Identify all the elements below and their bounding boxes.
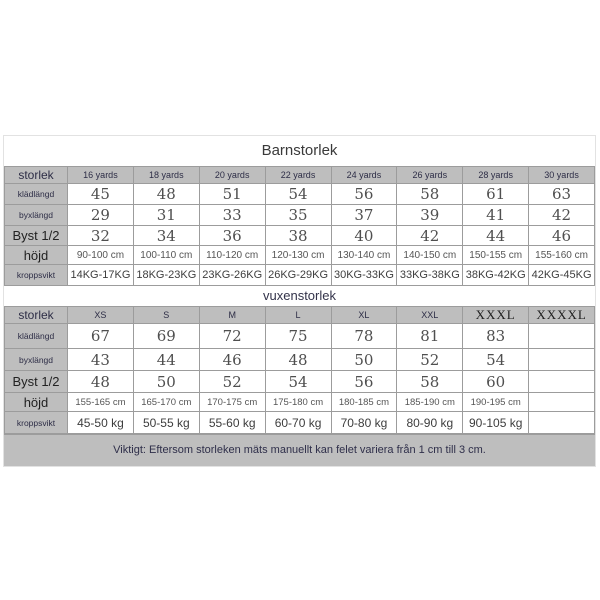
size-cell: 83 (463, 324, 529, 349)
size-cell: 55-60 kg (199, 412, 265, 434)
size-cell: 61 (463, 184, 529, 205)
size-cell: 30KG-33KG (331, 265, 397, 286)
size-chart (3, 135, 596, 467)
size-cell: 150-155 cm (463, 246, 529, 265)
size-column-header: L (265, 307, 331, 324)
corner-label: storlek (5, 167, 68, 184)
children-section-title: Barnstorlek (4, 136, 595, 166)
size-cell: 155-165 cm (68, 393, 134, 412)
size-cell: 54 (265, 371, 331, 393)
size-column-header: 26 yards (397, 167, 463, 184)
size-column-header: 18 yards (133, 167, 199, 184)
size-cell: 69 (133, 324, 199, 349)
size-cell: 120-130 cm (265, 246, 331, 265)
size-cell: 43 (68, 349, 134, 371)
size-cell: 31 (133, 205, 199, 226)
size-column-header: 30 yards (529, 167, 595, 184)
size-cell: 52 (199, 371, 265, 393)
size-cell: 32 (68, 226, 134, 246)
size-cell: 60-70 kg (265, 412, 331, 434)
size-cell: 72 (199, 324, 265, 349)
size-cell: 36 (199, 226, 265, 246)
size-cell: 54 (265, 184, 331, 205)
size-cell: 29 (68, 205, 134, 226)
size-cell: 58 (397, 184, 463, 205)
size-cell (529, 349, 595, 371)
size-cell: 46 (529, 226, 595, 246)
row-label: byxlängd (5, 349, 68, 371)
size-cell: 42 (529, 205, 595, 226)
size-cell: 51 (199, 184, 265, 205)
adult-size-table (4, 306, 595, 434)
size-cell: 140-150 cm (397, 246, 463, 265)
size-cell: 110-120 cm (199, 246, 265, 265)
size-cell: 50 (133, 371, 199, 393)
size-cell: 37 (331, 205, 397, 226)
row-label: höjd (5, 393, 68, 412)
footer-note: Viktigt: Eftersom storleken mäts manuellt kan felet variera från 1 cm till 3 cm. (4, 434, 595, 466)
size-cell (529, 412, 595, 434)
corner-label: storlek (5, 307, 68, 324)
size-cell: 60 (463, 371, 529, 393)
size-cell: 23KG-26KG (199, 265, 265, 286)
size-cell: 48 (68, 371, 134, 393)
row-label: byxlängd (5, 205, 68, 226)
size-cell: 75 (265, 324, 331, 349)
size-cell (529, 393, 595, 412)
size-cell: 42KG-45KG (529, 265, 595, 286)
size-cell: 48 (133, 184, 199, 205)
size-cell: 41 (463, 205, 529, 226)
size-cell: 130-140 cm (331, 246, 397, 265)
size-cell: 44 (463, 226, 529, 246)
size-cell: 56 (331, 184, 397, 205)
size-cell: 54 (463, 349, 529, 371)
row-label: Byst 1/2 (5, 226, 68, 246)
row-label: klädlängd (5, 324, 68, 349)
size-cell: 45 (68, 184, 134, 205)
size-cell: 90-105 kg (463, 412, 529, 434)
size-cell (529, 324, 595, 349)
size-column-header: XL (331, 307, 397, 324)
size-cell: 70-80 kg (331, 412, 397, 434)
size-cell: 81 (397, 324, 463, 349)
size-cell: 155-160 cm (529, 246, 595, 265)
size-column-header: 28 yards (463, 167, 529, 184)
size-cell (529, 371, 595, 393)
size-cell: 46 (199, 349, 265, 371)
size-cell: 38 (265, 226, 331, 246)
size-cell: 44 (133, 349, 199, 371)
size-cell: 180-185 cm (331, 393, 397, 412)
size-cell: 80-90 kg (397, 412, 463, 434)
size-cell: 56 (331, 371, 397, 393)
size-cell: 45-50 kg (68, 412, 134, 434)
row-label: höjd (5, 246, 68, 265)
children-size-table (4, 166, 595, 286)
size-column-header: M (199, 307, 265, 324)
size-cell: 90-100 cm (68, 246, 134, 265)
size-cell: 38KG-42KG (463, 265, 529, 286)
row-label: kroppsvikt (5, 412, 68, 434)
row-label: klädlängd (5, 184, 68, 205)
size-cell: 100-110 cm (133, 246, 199, 265)
size-column-header: XS (68, 307, 134, 324)
size-column-header: XXXXL (529, 307, 595, 324)
size-cell: 190-195 cm (463, 393, 529, 412)
size-cell: 34 (133, 226, 199, 246)
size-cell: 48 (265, 349, 331, 371)
size-column-header: 24 yards (331, 167, 397, 184)
size-cell: 35 (265, 205, 331, 226)
size-cell: 78 (331, 324, 397, 349)
size-cell: 50-55 kg (133, 412, 199, 434)
size-cell: 40 (331, 226, 397, 246)
size-column-header: XXXL (463, 307, 529, 324)
size-column-header: 20 yards (199, 167, 265, 184)
size-cell: 185-190 cm (397, 393, 463, 412)
size-cell: 33 (199, 205, 265, 226)
size-cell: 26KG-29KG (265, 265, 331, 286)
size-cell: 165-170 cm (133, 393, 199, 412)
size-cell: 175-180 cm (265, 393, 331, 412)
size-column-header: S (133, 307, 199, 324)
size-cell: 170-175 cm (199, 393, 265, 412)
size-cell: 58 (397, 371, 463, 393)
size-cell: 39 (397, 205, 463, 226)
size-cell: 52 (397, 349, 463, 371)
size-column-header: 16 yards (68, 167, 134, 184)
size-column-header: 22 yards (265, 167, 331, 184)
row-label: kroppsvikt (5, 265, 68, 286)
size-cell: 63 (529, 184, 595, 205)
size-cell: 18KG-23KG (133, 265, 199, 286)
size-column-header: XXL (397, 307, 463, 324)
row-label: Byst 1/2 (5, 371, 68, 393)
size-cell: 42 (397, 226, 463, 246)
size-cell: 67 (68, 324, 134, 349)
size-cell: 33KG-38KG (397, 265, 463, 286)
adult-section-title: vuxenstorlek (4, 286, 595, 306)
size-cell: 50 (331, 349, 397, 371)
size-cell: 14KG-17KG (68, 265, 134, 286)
